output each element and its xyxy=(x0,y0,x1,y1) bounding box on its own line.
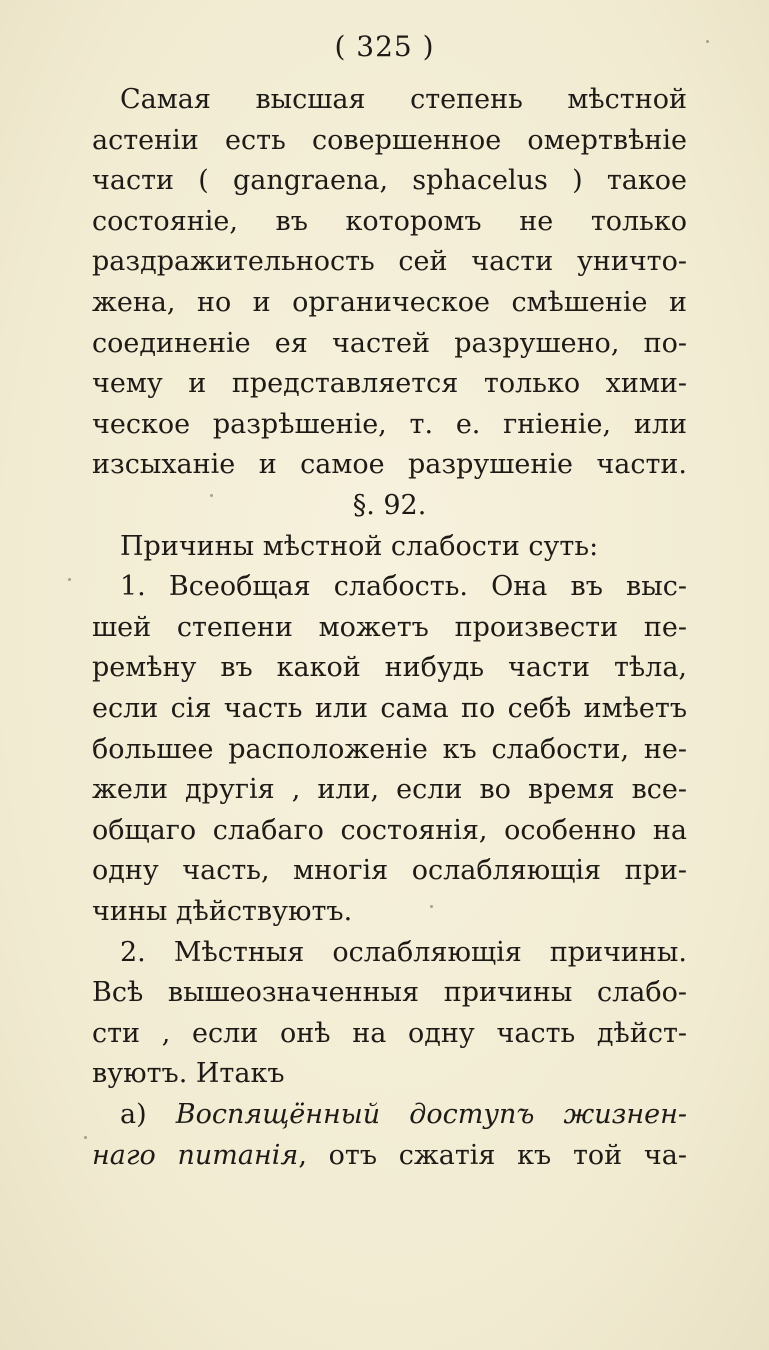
text-line: шей степени можетъ произвести пе- xyxy=(92,611,687,643)
paper-speck xyxy=(210,494,213,497)
paper-speck xyxy=(430,905,433,908)
paper-speck xyxy=(706,40,709,43)
text-line: §. 92. xyxy=(352,490,427,521)
text-line: Всѣ вышеозначенныя причины слабо- xyxy=(92,977,687,1009)
text-line: жели другія , или, если во время все- xyxy=(92,774,687,806)
line-prefix: а) xyxy=(120,1099,176,1130)
text-line: одну часть, многія ослабляющія при- xyxy=(92,855,687,887)
text-line: соединеніе ея частей разрушено, по- xyxy=(92,327,687,359)
italic-phrase: наго питанія xyxy=(92,1139,299,1171)
text-line: большее расположеніе къ слабости, не- xyxy=(92,733,687,765)
text-line: если сія часть или сама по себѣ имѣетъ xyxy=(92,693,687,724)
text-line: вуютъ. Итакъ xyxy=(92,1058,285,1090)
text-line xyxy=(120,1095,687,1135)
text-line: ческое разрѣшеніе, т. е. гніеніе, или xyxy=(92,408,687,440)
text-line: изсыханіе и самое разрушеніе части. xyxy=(92,449,687,481)
text-line: 1. Всеобщая слабость. Она въ выс- xyxy=(120,571,687,603)
text-line: Самая высшая степень мѣстной xyxy=(120,84,687,115)
line-suffix: , отъ сжатія къ той ча- xyxy=(298,1139,687,1171)
paper-speck xyxy=(68,578,71,581)
text-line xyxy=(92,1136,687,1176)
text-line: сти , если онѣ на одну часть дѣйст- xyxy=(92,1017,687,1049)
text-line: 2. Мѣстныя ослабляющія причины. xyxy=(120,936,687,968)
text-line: ремѣну въ какой нибудь части тѣла, xyxy=(92,652,687,684)
text-line: жена, но и органическое смѣшеніе и xyxy=(92,287,687,318)
text-line: чему и представляется только хими- xyxy=(92,368,687,400)
paper-speck xyxy=(84,1136,87,1139)
page-number: ( 325 ) xyxy=(334,30,435,63)
text-line: части ( gangraena, sphacelus ) такое xyxy=(92,165,687,197)
text-line: Причины мѣстной слабости суть: xyxy=(120,530,599,562)
text-line: чины дѣйствуютъ. xyxy=(92,896,353,927)
text-line: раздражительность сей части уничто- xyxy=(92,246,687,278)
italic-phrase: Воспящённый доступъ жизнен- xyxy=(175,1099,687,1130)
text-line: общаго слабаго состоянія, особенно на xyxy=(92,814,687,846)
text-line: астеніи есть совершенное омертвѣніе xyxy=(92,124,687,156)
text-line: состояніе, въ которомъ не только xyxy=(92,205,687,237)
